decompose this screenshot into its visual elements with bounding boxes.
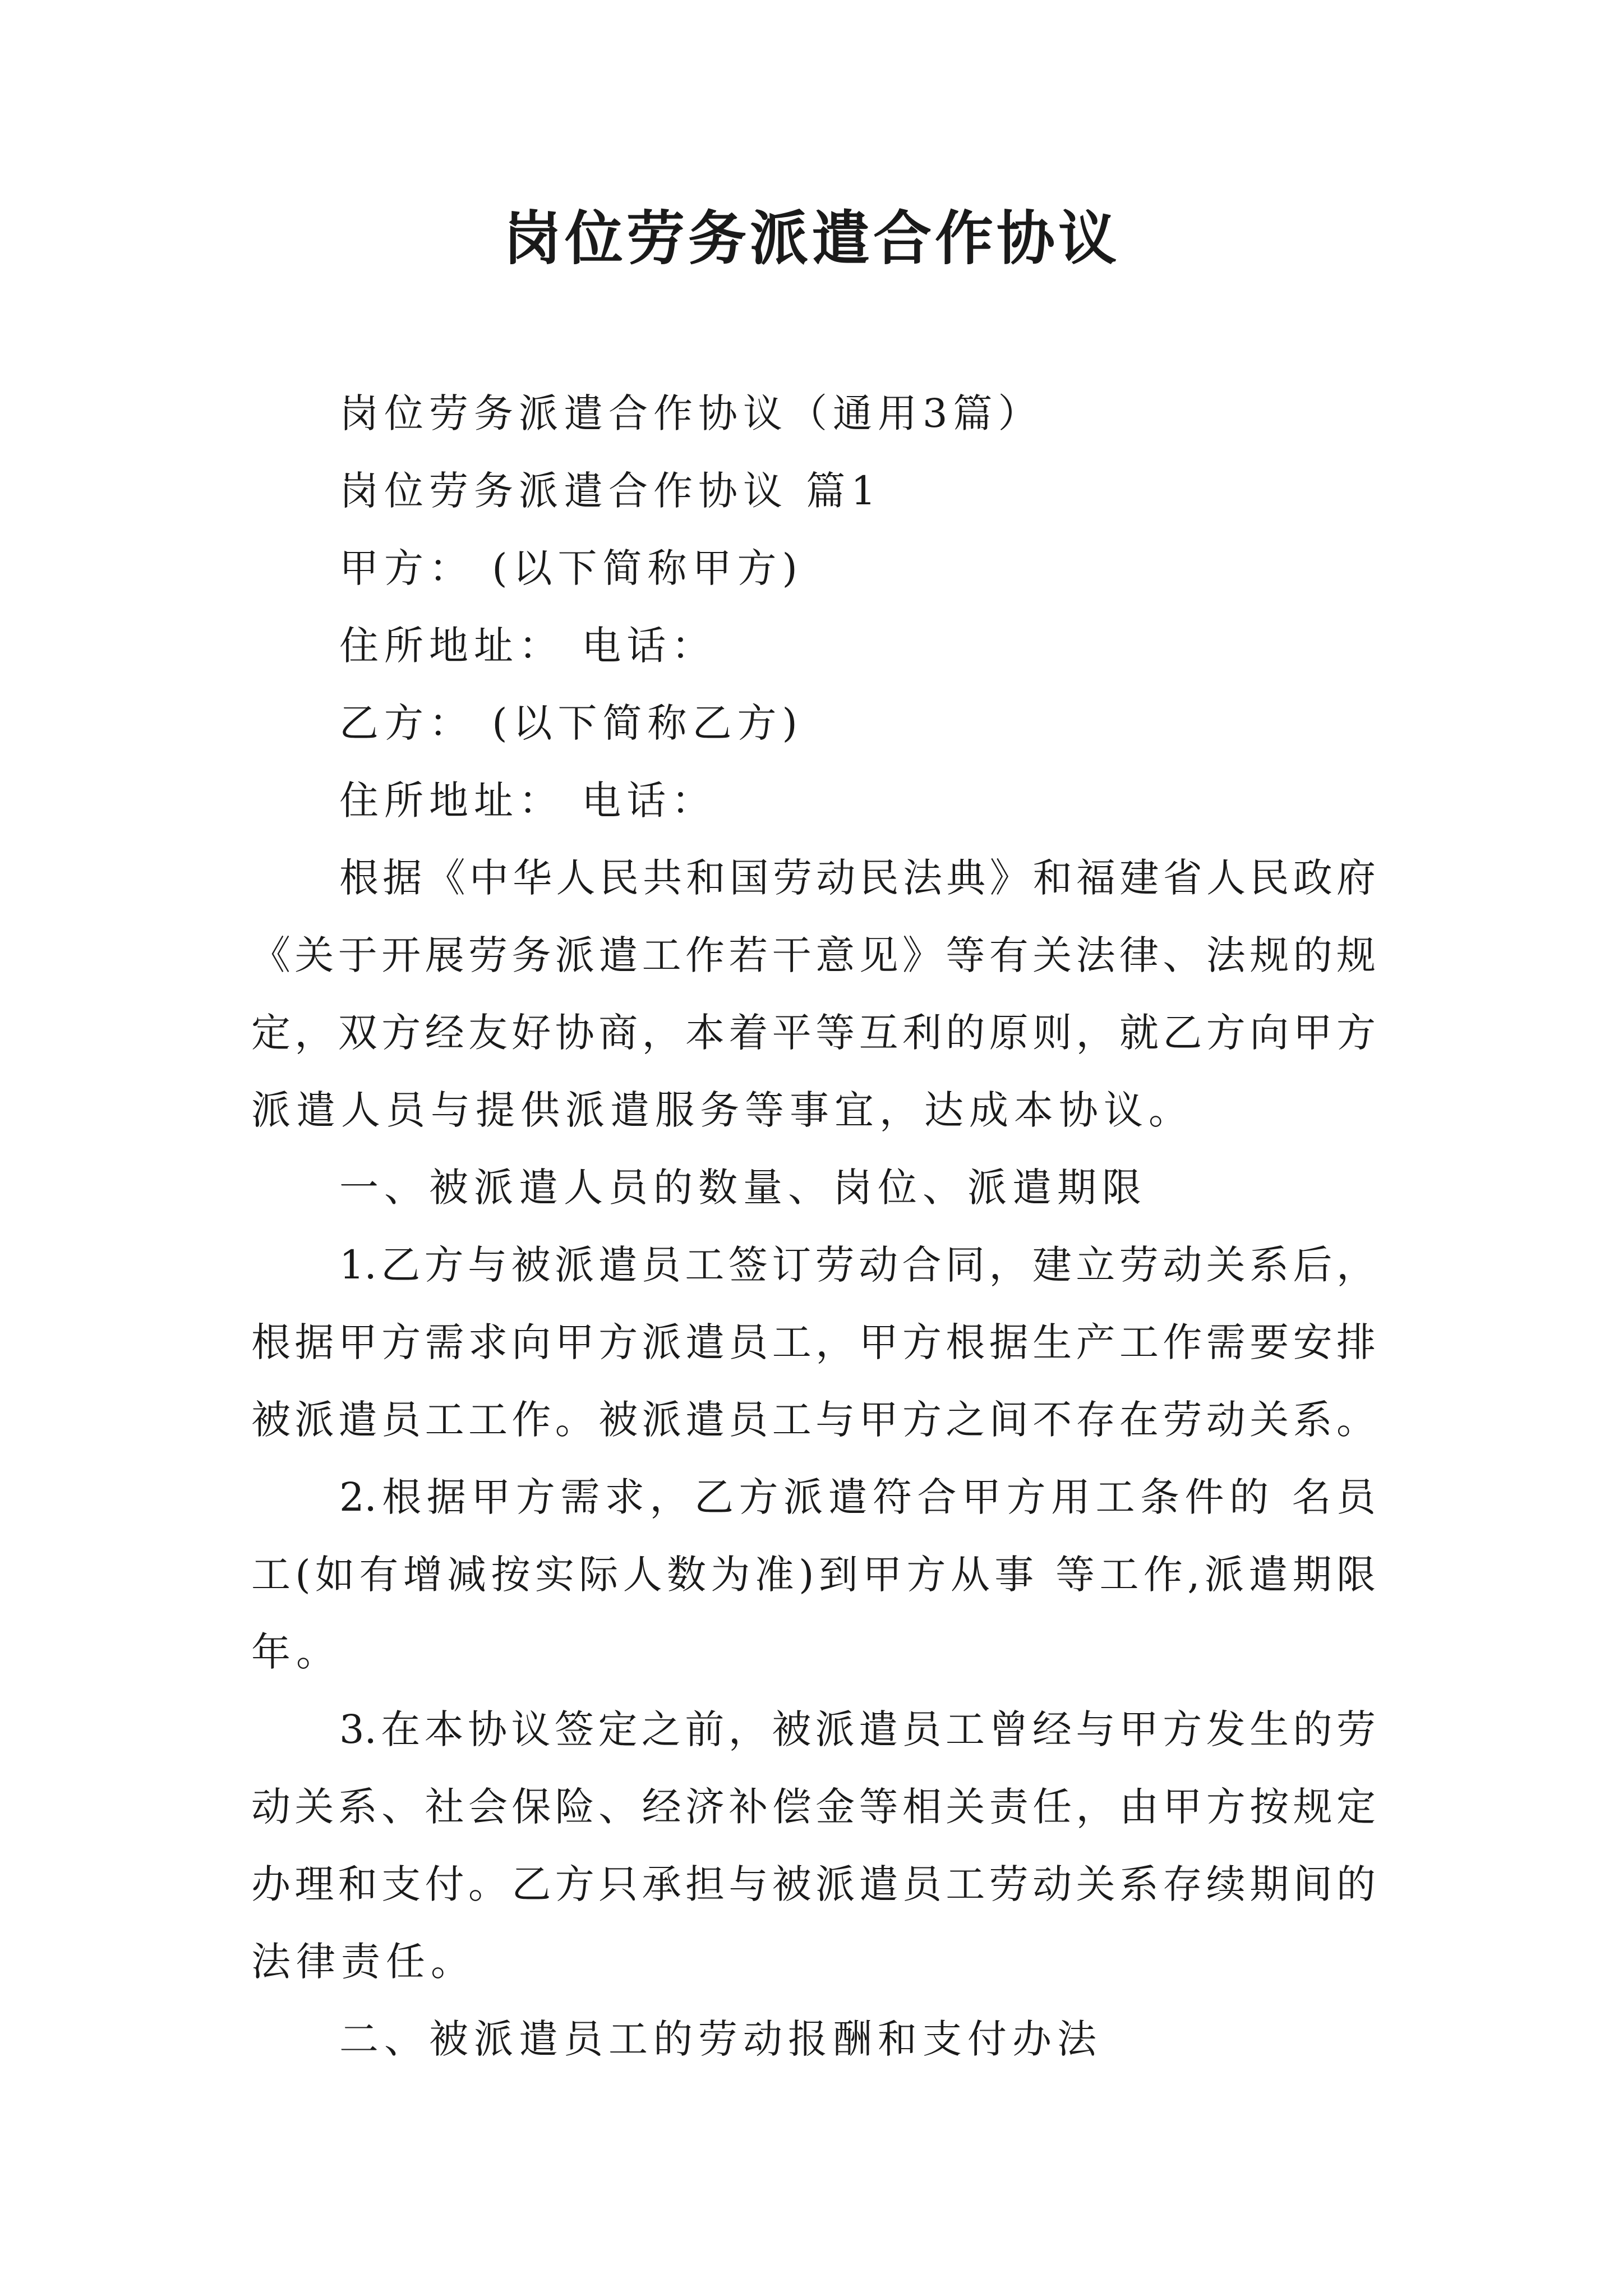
clause-2-line: 2.根据甲方需求，乙方派遣符合甲方用工条件的 名员 [339, 1474, 1376, 1520]
party-a-line: 甲方： (以下简称甲方) [339, 545, 803, 591]
section-2-heading: 二、被派遣员工的劳动报酬和支付办法 [339, 2016, 1102, 2062]
clause-2-line: 工(如有增减按实际人数为准)到甲方从事 等工作,派遣期限 [251, 1552, 1376, 1598]
clause-3-line: 法律责任。 [251, 1939, 476, 1985]
clause-2-line: 年。 [251, 1629, 341, 1675]
party-b-line: 乙方： (以下简称乙方) [339, 700, 803, 746]
clause-1-line: 被派遣员工工作。被派遣员工与甲方之间不存在劳动关系。 [251, 1397, 1376, 1443]
chapter-heading: 岗位劳务派遣合作协议 篇1 [339, 468, 882, 514]
preamble-line: 《关于开展劳务派遣工作若干意见》等有关法律、法规的规 [251, 932, 1376, 978]
preamble-line: 根据《中华人民共和国劳动民法典》和福建省人民政府 [339, 855, 1376, 901]
clause-1-line: 1.乙方与被派遣员工签订劳动合同，建立劳动关系后， [339, 1242, 1376, 1288]
party-b-contact-line: 住所地址： 电话： [339, 777, 717, 823]
document-title: 岗位劳务派遣合作协议 [502, 204, 1120, 273]
preamble-line: 派遣人员与提供派遣服务等事宜，达成本协议。 [251, 1087, 1193, 1133]
clause-1-line: 根据甲方需求向甲方派遣员工，甲方根据生产工作需要安排 [251, 1319, 1376, 1365]
party-a-contact-line: 住所地址： 电话： [339, 623, 717, 669]
document-subtitle: 岗位劳务派遣合作协议（通用3篇） [339, 390, 1043, 436]
section-1-heading: 一、被派遣人员的数量、岗位、派遣期限 [339, 1165, 1147, 1211]
clause-3-line: 动关系、社会保险、经济补偿金等相关责任，由甲方按规定 [251, 1784, 1376, 1830]
clause-3-line: 办理和支付。乙方只承担与被派遣员工劳动关系存续期间的 [251, 1861, 1376, 1907]
clause-3-line: 3.在本协议签定之前，被派遣员工曾经与甲方发生的劳 [339, 1706, 1376, 1752]
preamble-line: 定，双方经友好协商，本着平等互利的原则，就乙方向甲方 [251, 1010, 1376, 1056]
